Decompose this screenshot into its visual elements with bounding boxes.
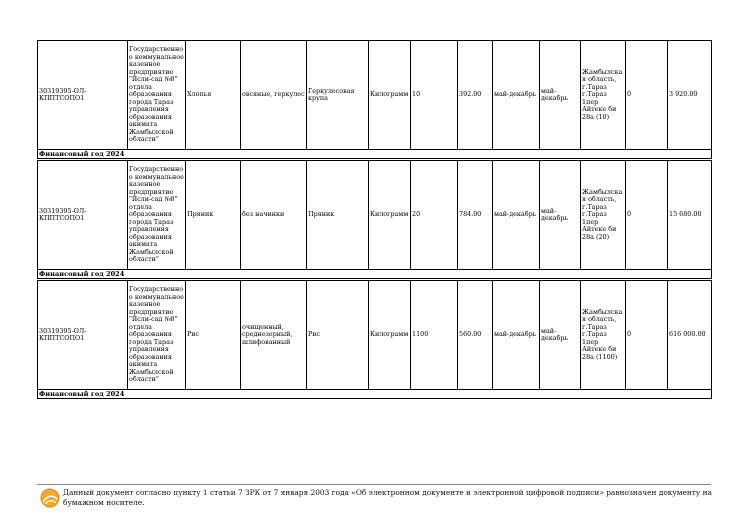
organization-cell: Государственное коммунальное казенное предприятие "Ясли-сад №8" отдела образования города Тараз управления образования акимата Жамбылской области": [128, 281, 186, 390]
financial-year-row: [38, 270, 712, 279]
footer-divider: [37, 484, 711, 485]
advance-cell: 0: [626, 281, 668, 390]
delivery-place-cell: Жамбылская область, г.Тараз г.Тараз 1пер Айтеке би 28а (10): [581, 41, 626, 150]
financial-year-row: [38, 390, 712, 399]
financial-year-label: Финансовый год 2024: [38, 150, 712, 159]
lot-code-cell: 30319395-ОЛ-КППТСОПО1: [38, 41, 128, 150]
quantity-cell: 20: [411, 161, 458, 270]
delivery-term-cell: май-декабрь: [540, 161, 581, 270]
table-row: [38, 161, 712, 270]
price-cell: 560.00: [458, 281, 493, 390]
unit-cell: Килограмм: [369, 41, 411, 150]
procurement-plan-table: [37, 40, 712, 399]
delivery-term-cell: май-декабрь: [540, 41, 581, 150]
delivery-period-cell: май-декабрь: [493, 281, 540, 390]
table-row: [38, 41, 712, 150]
item-characteristic-cell: без начинки: [241, 161, 307, 270]
e-gov-logo-icon: [39, 487, 61, 509]
unit-cell: Килограмм: [369, 161, 411, 270]
advance-cell: 0: [626, 41, 668, 150]
item-characteristic-cell: овсяные, геркулес: [241, 41, 307, 150]
lot-code-cell: 30319395-ОЛ-КППТСОПО1: [38, 281, 128, 390]
financial-year-label: Финансовый год 2024: [38, 390, 712, 399]
advance-cell: 0: [626, 161, 668, 270]
delivery-term-cell: май-декабрь: [540, 281, 581, 390]
price-cell: 392.00: [458, 41, 493, 150]
item-name-cell: Рис: [186, 281, 241, 390]
price-cell: 784.00: [458, 161, 493, 270]
delivery-place-cell: Жамбылская область, г.Тараз г.Тараз 1пер Айтеке би 28а (1100): [581, 281, 626, 390]
lot-code-cell: 30319395-ОЛ-КППТСОПО1: [38, 161, 128, 270]
organization-cell: Государственное коммунальное казенное предприятие "Ясли-сад №8" отдела образования города Тараз управления образования акимата Жамбылской области": [128, 161, 186, 270]
financial-year-row: [38, 150, 712, 159]
sum-cell: 616 000.00: [668, 281, 712, 390]
delivery-place-cell: Жамбылская область, г.Тараз г.Тараз 1пер Айтеке би 28а (20): [581, 161, 626, 270]
unit-cell: Килограмм: [369, 281, 411, 390]
item-name-cell: Пряник: [186, 161, 241, 270]
delivery-period-cell: май-декабрь: [493, 41, 540, 150]
footer-legal-note: Данный документ согласно пункту 1 статьи 7 ЗРК от 7 января 2003 года «Об электронном документе и электронной цифровой подписи» равнозначен документу на бумажном носителе.: [63, 488, 712, 507]
quantity-cell: 1100: [411, 281, 458, 390]
item-description-cell: Геркулесовая крупа: [307, 41, 369, 150]
item-name-cell: Хлопья: [186, 41, 241, 150]
organization-cell: Государственное коммунальное казенное предприятие "Ясли-сад №8" отдела образования города Тараз управления образования акимата Жамбылской области": [128, 41, 186, 150]
item-description-cell: Пряник: [307, 161, 369, 270]
item-description-cell: Рис: [307, 281, 369, 390]
delivery-period-cell: май-декабрь: [493, 161, 540, 270]
quantity-cell: 10: [411, 41, 458, 150]
sum-cell: 15 680.00: [668, 161, 712, 270]
table-row: [38, 281, 712, 390]
financial-year-label: Финансовый год 2024: [38, 270, 712, 279]
item-characteristic-cell: очищенный, среднезерный, шлифованный: [241, 281, 307, 390]
sum-cell: 3 920.00: [668, 41, 712, 150]
